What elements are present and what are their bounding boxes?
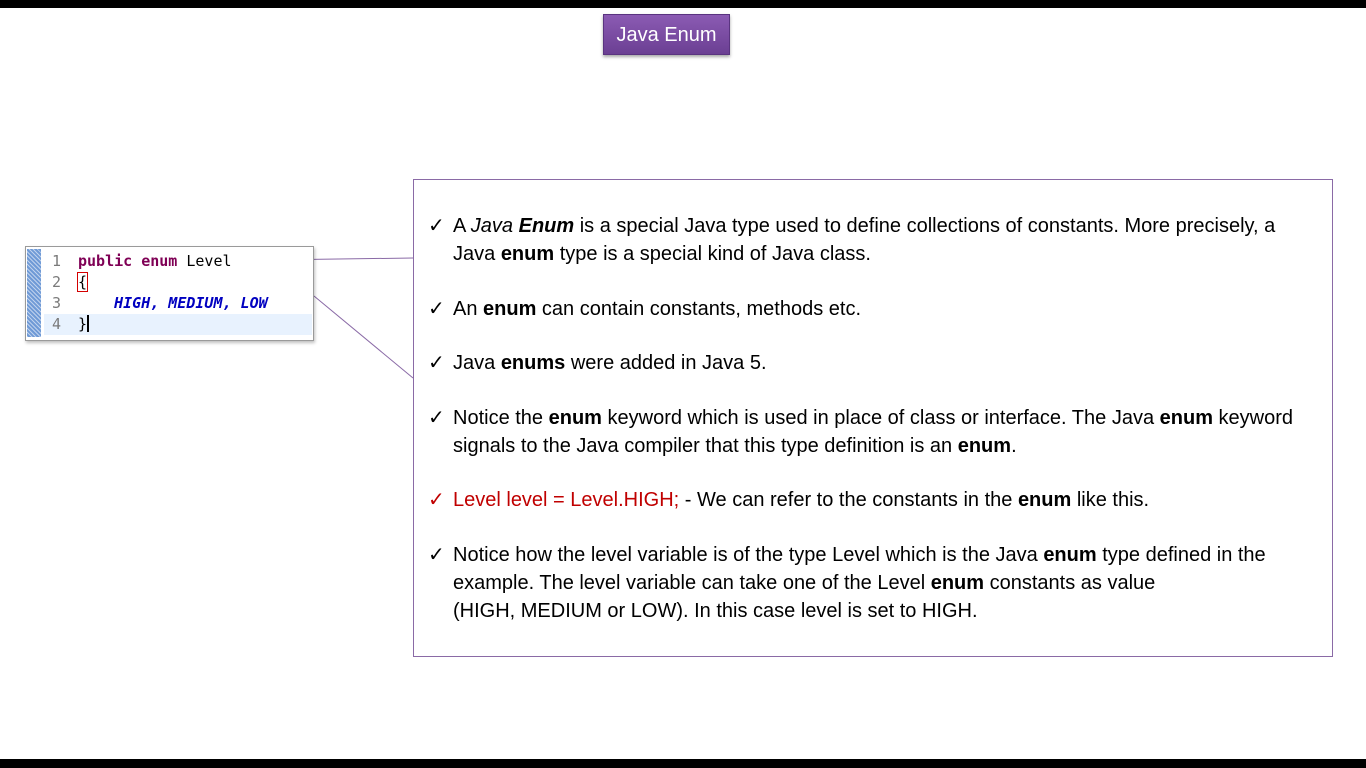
matched-brace: {	[78, 273, 88, 291]
bullet-text: Notice the enum keyword which is used in place of class or interface. The Java enum keyword signals to the Java compiler that this type definition is an enum.	[453, 407, 1294, 457]
bullet-item	[428, 404, 1323, 460]
checkmark-icon: ✓	[428, 407, 445, 429]
enum-constants: HIGH, MEDIUM, LOW	[114, 294, 268, 312]
page-title: Java Enum	[603, 14, 730, 55]
bullet-text: Java enums were added in Java 5.	[453, 352, 767, 374]
bullet-text: An enum can contain constants, methods etc.	[453, 298, 862, 320]
checkmark-icon: ✓	[428, 352, 445, 374]
callout-line-bottom	[314, 296, 413, 378]
bullet-item	[428, 541, 1323, 625]
explanation-panel	[413, 179, 1333, 657]
bullet-text: Notice how the level variable is of the type Level which is the Java enum type defined in the example. The level variable can take one of the Level enum constants as value (HIGH, MEDIUM or LOW). In this case level is set to HIGH.	[453, 544, 1266, 622]
text-cursor	[87, 315, 89, 332]
bullet-text: A Java Enum is a special Java type used to define collections of constants. More precisely, a Java enum type is a special kind of Java class.	[453, 215, 1276, 265]
code-editor-snippet	[25, 246, 314, 341]
checkmark-icon: ✓	[428, 544, 445, 566]
bullet-text: Level level = Level.HIGH; - We can refer to the constants in the enum like this.	[453, 489, 1150, 511]
top-black-bar	[0, 0, 1366, 8]
bullet-item	[428, 486, 1323, 514]
code-example: Level level = Level.HIGH;	[453, 489, 680, 511]
bottom-black-bar	[0, 759, 1366, 768]
code-line: 2 {	[52, 273, 88, 291]
checkmark-icon: ✓	[428, 298, 445, 320]
bullet-item	[428, 212, 1323, 268]
bullet-item	[428, 349, 1323, 377]
checkmark-icon: ✓	[428, 215, 445, 237]
code-line-current: 4 }	[44, 314, 312, 335]
code-line: 3 HIGH, MEDIUM, LOW	[52, 294, 268, 312]
code-line: 1 public enum Level	[52, 252, 232, 270]
bullet-item	[428, 295, 1323, 323]
editor-gutter	[27, 249, 41, 337]
checkmark-icon: ✓	[428, 489, 445, 511]
